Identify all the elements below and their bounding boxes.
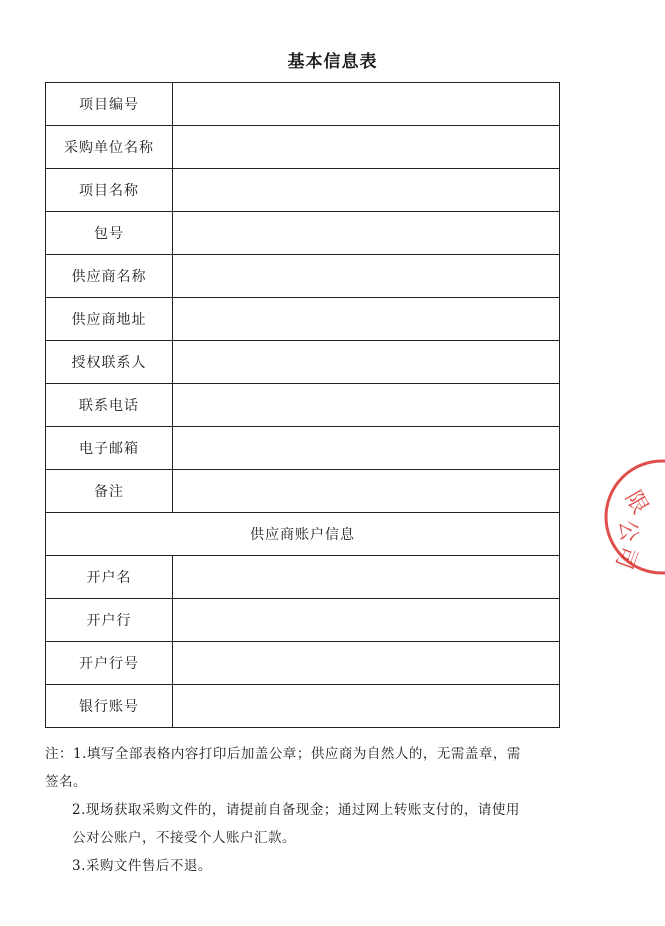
table-row bbox=[46, 169, 560, 212]
table-row bbox=[46, 470, 560, 513]
section-row bbox=[46, 513, 560, 556]
table-row bbox=[46, 212, 560, 255]
form-title: 基本信息表 bbox=[287, 52, 378, 72]
row-value[interactable] bbox=[173, 341, 560, 384]
note-line: 注：1.填写全部表格内容打印后加盖公章；供应商为自然人的，无需盖章，需 bbox=[45, 746, 521, 762]
table-row bbox=[46, 642, 560, 685]
table-row bbox=[46, 427, 560, 470]
table-row bbox=[46, 685, 560, 728]
row-value[interactable] bbox=[173, 685, 560, 728]
row-value[interactable] bbox=[173, 212, 560, 255]
row-value[interactable] bbox=[173, 126, 560, 169]
svg-text:公: 公 bbox=[614, 518, 641, 543]
note-line: 公对公账户，不接受个人账户汇款。 bbox=[72, 830, 296, 846]
svg-text:限: 限 bbox=[619, 486, 653, 519]
note-line: 3.采购文件售后不退。 bbox=[72, 858, 212, 874]
table-row bbox=[46, 599, 560, 642]
row-label: 供应商地址 bbox=[46, 298, 173, 341]
row-label: 开户名 bbox=[46, 556, 173, 599]
row-label: 开户行 bbox=[46, 599, 173, 642]
row-label: 备注 bbox=[46, 470, 173, 513]
row-label: 包号 bbox=[46, 212, 173, 255]
row-label: 项目编号 bbox=[46, 83, 173, 126]
row-value[interactable] bbox=[173, 384, 560, 427]
note-line: 签名。 bbox=[45, 774, 87, 790]
table-row bbox=[46, 384, 560, 427]
note-line: 2.现场获取采购文件的，请提前自备现金；通过网上转账支付的，请使用 bbox=[72, 802, 520, 818]
row-label: 开户行号 bbox=[46, 642, 173, 685]
row-value[interactable] bbox=[173, 642, 560, 685]
row-value[interactable] bbox=[173, 83, 560, 126]
table-row bbox=[46, 126, 560, 169]
table-row bbox=[46, 298, 560, 341]
table-row bbox=[46, 83, 560, 126]
basic-info-table bbox=[45, 82, 560, 728]
row-value[interactable] bbox=[173, 599, 560, 642]
row-label: 联系电话 bbox=[46, 384, 173, 427]
table-row bbox=[46, 341, 560, 384]
svg-text:司: 司 bbox=[610, 542, 642, 572]
company-seal-stamp bbox=[600, 455, 665, 580]
table-row bbox=[46, 255, 560, 298]
row-value[interactable] bbox=[173, 255, 560, 298]
notes bbox=[45, 740, 560, 880]
row-label: 项目名称 bbox=[46, 169, 173, 212]
row-value[interactable] bbox=[173, 470, 560, 513]
row-label: 银行账号 bbox=[46, 685, 173, 728]
section-header: 供应商账户信息 bbox=[46, 513, 560, 556]
row-value[interactable] bbox=[173, 169, 560, 212]
row-value[interactable] bbox=[173, 298, 560, 341]
row-label: 授权联系人 bbox=[46, 341, 173, 384]
row-label: 供应商名称 bbox=[46, 255, 173, 298]
row-label: 采购单位名称 bbox=[46, 126, 173, 169]
row-value[interactable] bbox=[173, 427, 560, 470]
row-label: 电子邮箱 bbox=[46, 427, 173, 470]
row-value[interactable] bbox=[173, 556, 560, 599]
table-row bbox=[46, 556, 560, 599]
